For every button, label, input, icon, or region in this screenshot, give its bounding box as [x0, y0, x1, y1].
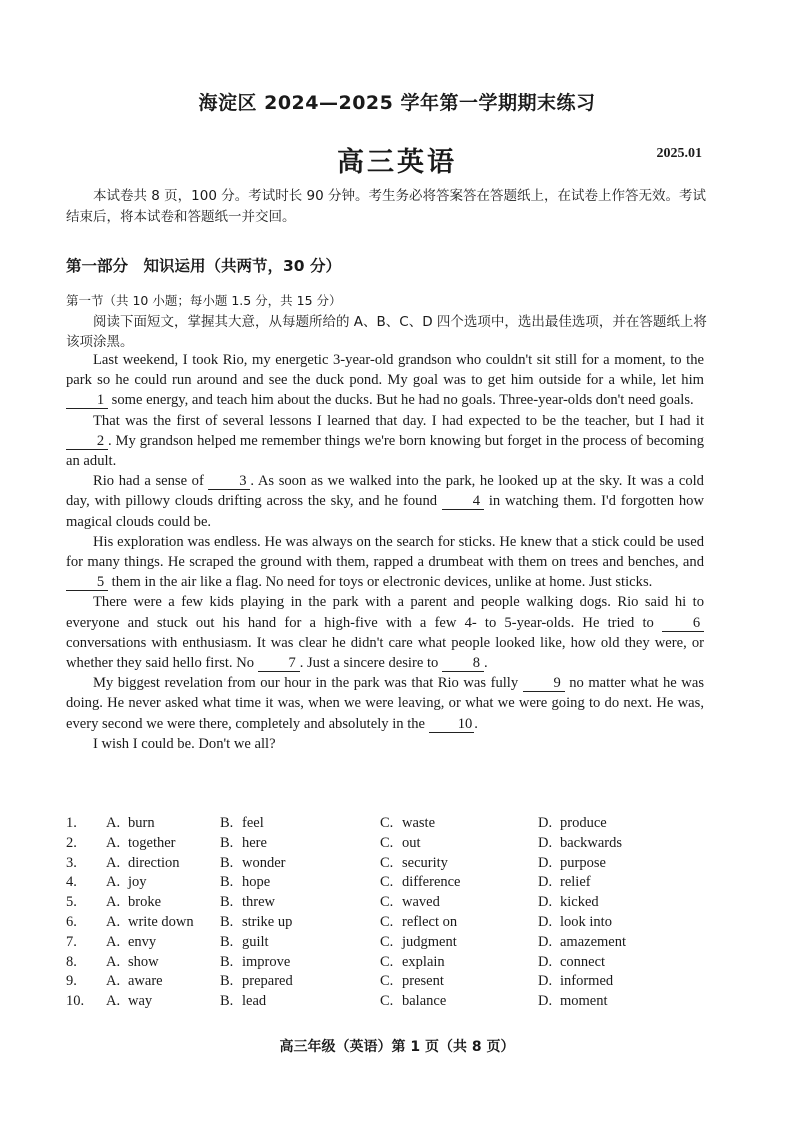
blank-6: 6 [662, 616, 704, 632]
option-text: broke [128, 894, 162, 911]
option-text: balance [402, 993, 447, 1010]
option-text: threw [242, 894, 276, 911]
blank-8: 8 [442, 656, 484, 672]
section-heading: 第一节（共 10 小题；每小题 1.5 分，共 15 分） [66, 293, 342, 308]
option-text: backwards [560, 834, 623, 851]
blank-5: 5 [66, 575, 108, 591]
option-letter: D. [538, 874, 553, 891]
cloze-passage [66, 350, 704, 754]
option-letter: B. [220, 894, 234, 911]
option-text: wonder [242, 854, 286, 871]
option-d [538, 972, 678, 992]
option-text: present [402, 973, 444, 990]
option-text: security [402, 854, 448, 871]
option-b [220, 972, 380, 992]
exam-title: 海淀区 2024—2025 学年第一学期期末练习 [198, 92, 596, 114]
option-b [220, 953, 380, 973]
option-text: hope [242, 874, 271, 891]
option-b [220, 913, 380, 933]
option-a [106, 814, 220, 834]
question-number: 3. [66, 854, 77, 871]
option-text: informed [560, 973, 614, 990]
question-number: 2. [66, 834, 77, 851]
option-letter: C. [380, 815, 394, 831]
blank-2: 2 [66, 434, 108, 450]
option-row [66, 893, 716, 913]
option-text: waved [402, 894, 440, 911]
blank-7: 7 [258, 656, 300, 672]
option-b [220, 854, 380, 874]
option-d [538, 854, 678, 874]
option-letter: A. [106, 815, 121, 831]
question-number: 7. [66, 933, 77, 950]
paragraph-1: Last weekend, I took Rio, my energetic 3-year-old grandson who couldn't sit still for a moment, to the park so he could run around and see the duck pond. My goal was to get him outside for a while, let him 1 some energy, and teach him about the ducks. But he had no goals. Three-year-olds don't need goals. [66, 352, 704, 409]
option-d [538, 913, 678, 933]
option-a [106, 873, 220, 893]
question-number: 4. [66, 874, 77, 891]
option-d [538, 873, 678, 893]
blank-4: 4 [442, 494, 484, 510]
part-heading: 第一部分 知识运用（共两节，30 分） [66, 257, 341, 275]
option-letter: A. [106, 834, 121, 851]
option-text: purpose [560, 854, 606, 871]
blank-3: 3 [208, 474, 250, 490]
option-letter: A. [106, 953, 121, 970]
option-letter: C. [380, 854, 394, 871]
option-letter: D. [538, 933, 553, 950]
option-c [380, 992, 538, 1012]
option-letter: C. [380, 913, 394, 930]
option-letter: C. [380, 894, 394, 911]
blank-1: 1 [66, 393, 108, 409]
option-letter: A. [106, 854, 121, 871]
blank-9: 9 [523, 676, 565, 692]
option-text: prepared [242, 973, 293, 990]
option-text: judgment [402, 933, 457, 950]
option-letter: D. [538, 834, 553, 851]
option-a [106, 854, 220, 874]
option-text: amazement [560, 933, 627, 950]
option-c [380, 854, 538, 874]
option-text: write down [128, 913, 194, 930]
option-letter: C. [380, 834, 394, 851]
exam-date: 2025.01 [656, 146, 702, 161]
option-a [106, 992, 220, 1012]
option-row [66, 992, 716, 1012]
option-row [66, 933, 716, 953]
option-letter: B. [220, 973, 234, 990]
option-row [66, 972, 716, 992]
option-letter: D. [538, 854, 553, 871]
option-letter: B. [220, 815, 234, 831]
option-text: out [402, 834, 421, 851]
option-b [220, 992, 380, 1012]
option-a [106, 913, 220, 933]
option-row [66, 913, 716, 933]
option-text: connect [560, 953, 606, 970]
option-row [66, 873, 716, 893]
option-text: lead [242, 993, 267, 1010]
option-letter: A. [106, 894, 121, 911]
option-text: improve [242, 953, 291, 970]
paragraph-2: That was the first of several lessons I learned that day. I had expected to be the teacher, but I had it 2 . My grandson helped me remember things we're born knowing but forget in the process of becoming an adult. [66, 412, 704, 470]
paragraph-7: I wish I could be. Don't we all? [93, 735, 276, 752]
option-d [538, 933, 678, 953]
question-number: 8. [66, 953, 77, 970]
option-text: strike up [242, 913, 293, 930]
option-text: relief [560, 874, 591, 891]
option-letter: B. [220, 953, 234, 970]
subject-title: 高三英语 [337, 147, 457, 178]
option-text: envy [128, 933, 157, 950]
paragraph-6: My biggest revelation from our hour in the park was that Rio was fully 9 no matter what he was doing. He never asked what time it was, when we were leaving, or what we were going to do next. He was, every second we were there, completely and absolutely in the 10 . [66, 675, 704, 732]
option-letter: B. [220, 993, 234, 1010]
option-row [66, 834, 716, 854]
option-text: explain [402, 953, 445, 970]
option-row [66, 953, 716, 973]
option-text: aware [128, 973, 163, 990]
option-text: show [128, 953, 159, 970]
question-number: 10. [66, 993, 85, 1010]
exam-instructions: 本试卷共 8 页，100 分。考试时长 90 分钟。考生务必将答案答在答题纸上，在试卷上作答无效。考试结束后，将本试卷和答题纸一并交回。 [66, 188, 706, 225]
option-d [538, 992, 678, 1012]
option-text: difference [402, 874, 461, 891]
option-c [380, 913, 538, 933]
option-d [538, 953, 678, 973]
option-text: produce [560, 815, 607, 831]
page-footer: 高三年级（英语）第 1 页（共 8 页） [279, 1039, 515, 1055]
option-letter: D. [538, 973, 553, 990]
option-text: look into [560, 913, 612, 930]
option-text: way [128, 993, 153, 1010]
option-d [538, 893, 678, 913]
option-a [106, 893, 220, 913]
option-c [380, 873, 538, 893]
option-a [106, 933, 220, 953]
option-a [106, 834, 220, 854]
question-number: 5. [66, 894, 77, 911]
option-b [220, 893, 380, 913]
option-text: burn [128, 815, 155, 831]
option-row [66, 854, 716, 874]
option-c [380, 933, 538, 953]
option-letter: A. [106, 933, 121, 950]
option-c [380, 834, 538, 854]
paragraph-4: His exploration was endless. He was always on the search for sticks. He knew that a stick could be used for many things. He scraped the ground with them, rapped a drumbeat with them on trees and benches, and 5 them in the air like a flag. No need for toys or electronic devices, unlike at home. Just sticks. [66, 533, 704, 591]
option-letter: A. [106, 993, 121, 1010]
option-c [380, 814, 538, 834]
option-text: kicked [560, 894, 599, 911]
option-text: moment [560, 993, 608, 1010]
option-b [220, 814, 380, 834]
option-c [380, 972, 538, 992]
option-b [220, 873, 380, 893]
option-letter: D. [538, 953, 553, 970]
question-number: 1. [66, 815, 77, 831]
section-instruction: 阅读下面短文，掌握其大意，从每题所给的 A、B、C、D 四个选项中，选出最佳选项，并在答题纸上将该项涂黑。 [66, 314, 707, 350]
option-letter: A. [106, 973, 121, 990]
option-text: feel [242, 815, 264, 831]
option-letter: A. [106, 874, 121, 891]
question-number: 9. [66, 973, 77, 990]
paragraph-5: There were a few kids playing in the park with a parent and people walking dogs. Rio said hi to everyone and stuck out his hand for a high-five with a few 4- to 5-year-olds. He tried to 6 conversations with enthusiasm. It was clear he didn't care what people looked like, how old they were, or whether they said hello first. No 7 . Just a sincere desire to 8 . [66, 594, 704, 672]
option-d [538, 834, 678, 854]
option-letter: B. [220, 933, 234, 950]
option-a [106, 972, 220, 992]
option-c [380, 953, 538, 973]
option-text: waste [402, 815, 436, 831]
option-letter: D. [538, 894, 553, 911]
option-letter: C. [380, 874, 394, 891]
option-letter: C. [380, 953, 394, 970]
option-text: joy [128, 874, 147, 891]
option-text: reflect on [402, 913, 458, 930]
option-letter: C. [380, 993, 394, 1010]
option-letter: C. [380, 973, 394, 990]
option-a [106, 953, 220, 973]
option-b [220, 834, 380, 854]
option-b [220, 933, 380, 953]
option-letter: B. [220, 834, 234, 851]
question-number: 6. [66, 913, 77, 930]
option-row [66, 814, 716, 834]
answer-options [66, 814, 716, 1012]
option-letter: D. [538, 993, 553, 1010]
option-text: here [242, 834, 267, 851]
option-text: guilt [242, 933, 269, 950]
option-letter: B. [220, 874, 234, 891]
paragraph-3: Rio had a sense of 3 . As soon as we walked into the park, he looked up at the sky. It was a cold day, with pillowy clouds drifting across the sky, and he found 4 in watching them. I'd forgotten how magical clouds could be. [66, 473, 705, 530]
option-c [380, 893, 538, 913]
blank-10: 10 [429, 717, 475, 733]
option-letter: C. [380, 933, 394, 950]
option-letter: A. [106, 913, 121, 930]
option-text: together [128, 834, 176, 851]
option-letter: B. [220, 913, 234, 930]
option-d [538, 814, 678, 834]
option-letter: D. [538, 815, 553, 831]
option-letter: D. [538, 913, 553, 930]
option-text: direction [128, 854, 180, 871]
option-letter: B. [220, 854, 234, 871]
